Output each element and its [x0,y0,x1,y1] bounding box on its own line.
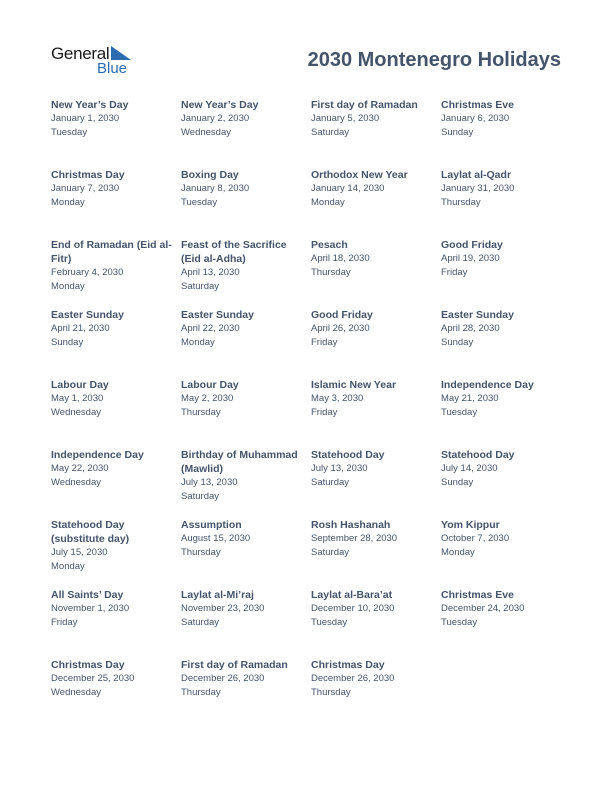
holiday-date: April 19, 2030 [441,253,500,264]
holiday-row [51,308,571,378]
holiday-name: Rosh Hashanah [311,519,391,531]
holiday-name: Statehood Day [441,449,515,461]
holiday-date: January 5, 2030 [311,113,380,124]
holiday-date: May 22, 2030 [51,463,109,474]
holiday-entry [181,98,305,140]
holiday-name: Easter Sunday [441,309,514,321]
holiday-weekday: Monday [51,281,85,292]
holiday-row [51,518,571,588]
holiday-entry [441,308,565,350]
holiday-name: New Year’s Day [51,99,129,111]
holiday-row [51,238,571,308]
holiday-weekday: Sunday [441,337,474,348]
holiday-weekday: Friday [441,267,468,278]
holiday-name: Easter Sunday [51,309,124,321]
holiday-date: November 1, 2030 [51,603,130,614]
holiday-name: New Year’s Day [181,99,259,111]
holiday-entry [181,378,305,420]
holiday-entry [311,308,435,350]
holiday-weekday: Wednesday [51,687,101,698]
holiday-entry [441,378,565,420]
holiday-entry [51,378,175,420]
holiday-date: May 2, 2030 [181,393,234,404]
holiday-entry [441,518,565,560]
holiday-date: February 4, 2030 [51,267,124,278]
holiday-entry [51,168,175,210]
holiday-date: April 13, 2030 [181,267,240,278]
logo-word-blue: Blue [97,60,128,77]
holiday-weekday: Tuesday [51,127,88,138]
holiday-entry [441,448,565,490]
holiday-date: December 26, 2030 [311,673,395,684]
holiday-entry [181,658,305,700]
holiday-date: April 22, 2030 [181,323,240,334]
holiday-entry [51,238,175,294]
holiday-entry [311,168,435,210]
holiday-entry [181,588,305,630]
holiday-date: September 28, 2030 [311,533,398,544]
logo-word-general: General [51,44,110,63]
holiday-weekday: Wednesday [51,477,101,488]
holiday-weekday: Friday [51,617,78,628]
holiday-row [51,658,571,728]
holiday-name: Christmas Day [311,659,385,671]
holiday-name: Laylat al-Bara’at [311,589,393,601]
holiday-date: December 26, 2030 [181,673,265,684]
holiday-entry [311,238,435,280]
holiday-name: Boxing Day [181,169,239,181]
holiday-weekday: Monday [311,197,345,208]
holiday-name: First day of Ramadan [311,99,418,111]
holiday-weekday: Saturday [181,281,220,292]
holiday-name: Laylat al-Mi’raj [181,589,254,601]
holiday-entry [51,98,175,140]
holiday-entry [311,98,435,140]
holiday-date: November 23, 2030 [181,603,265,614]
holiday-name: Christmas Eve [441,99,514,111]
holiday-weekday: Monday [441,547,475,558]
holiday-weekday: Sunday [441,477,474,488]
holiday-entry [181,168,305,210]
holiday-entry [441,588,565,630]
holiday-row [51,448,571,518]
holiday-entry [311,518,435,560]
holiday-entry [181,308,305,350]
holiday-weekday: Saturday [311,127,350,138]
holiday-weekday: Saturday [181,617,220,628]
holiday-entry [181,518,305,560]
holiday-name: Statehood Day (substitute day) [51,519,130,545]
holiday-date: January 14, 2030 [311,183,385,194]
holiday-weekday: Thursday [441,197,481,208]
holiday-weekday: Tuesday [311,617,348,628]
holiday-date: April 21, 2030 [51,323,110,334]
holiday-weekday: Thursday [311,267,351,278]
holiday-weekday: Friday [311,337,338,348]
holiday-weekday: Tuesday [181,197,218,208]
holiday-name: End of Ramadan (Eid al-Fitr) [51,239,172,265]
holiday-weekday: Sunday [51,337,84,348]
holiday-name: Feast of the Sacrifice (Eid al-Adha) [181,239,287,265]
holiday-name: Christmas Eve [441,589,514,601]
holiday-date: October 7, 2030 [441,533,510,544]
holiday-weekday: Thursday [181,547,221,558]
holiday-name: All Saints’ Day [51,589,124,601]
holiday-date: December 10, 2030 [311,603,395,614]
holiday-weekday: Saturday [311,477,350,488]
holiday-entry [441,168,565,210]
holiday-name: Islamic New Year [311,379,397,391]
holiday-name: Statehood Day [311,449,385,461]
holiday-weekday: Wednesday [51,407,101,418]
holiday-date: May 3, 2030 [311,393,364,404]
holiday-date: January 7, 2030 [51,183,120,194]
holiday-name: Orthodox New Year [311,169,408,181]
holiday-row [51,98,571,168]
holiday-entry [51,308,175,350]
holiday-entry [311,658,435,700]
holiday-date: January 8, 2030 [181,183,250,194]
holiday-entry [51,448,175,490]
holiday-weekday: Saturday [311,547,350,558]
page-title: 2030 Montenegro Holidays [307,49,561,71]
holiday-name: Good Friday [441,239,503,251]
holiday-entry [441,98,565,140]
holiday-date: May 1, 2030 [51,393,104,404]
holiday-name: First day of Ramadan [181,659,288,671]
holiday-weekday: Thursday [181,687,221,698]
holiday-name: Easter Sunday [181,309,254,321]
holiday-name: Assumption [181,519,242,531]
holiday-date: December 25, 2030 [51,673,135,684]
holiday-date: April 26, 2030 [311,323,370,334]
holiday-row [51,588,571,658]
holiday-name: Christmas Day [51,659,125,671]
holiday-weekday: Monday [51,561,85,572]
holiday-date: July 14, 2030 [441,463,498,474]
holiday-date: July 13, 2030 [311,463,368,474]
holiday-entry [51,658,175,700]
holiday-weekday: Tuesday [441,617,478,628]
holiday-grid [51,98,571,728]
holiday-date: January 31, 2030 [441,183,515,194]
holiday-entry [51,518,175,574]
holiday-weekday: Thursday [181,407,221,418]
holiday-name: Laylat al-Qadr [441,169,512,181]
holiday-name: Independence Day [51,449,144,461]
holiday-weekday: Saturday [181,491,220,502]
holiday-entry [441,238,565,280]
holiday-name: Independence Day [441,379,534,391]
holiday-name: Yom Kippur [441,519,500,531]
holiday-entry [51,588,175,630]
holiday-entry [181,238,305,294]
holiday-entry [311,588,435,630]
holiday-date: August 15, 2030 [181,533,251,544]
holiday-date: July 13, 2030 [181,477,238,488]
generalblue-logo [51,44,141,78]
holiday-weekday: Monday [181,337,215,348]
holiday-date: December 24, 2030 [441,603,525,614]
holiday-row [51,168,571,238]
holiday-weekday: Wednesday [181,127,231,138]
holiday-weekday: Friday [311,407,338,418]
holiday-date: January 1, 2030 [51,113,120,124]
holiday-weekday: Monday [51,197,85,208]
holiday-name: Good Friday [311,309,373,321]
holiday-date: April 18, 2030 [311,253,370,264]
holiday-name: Labour Day [51,379,109,391]
holiday-entry [181,448,305,504]
holiday-weekday: Thursday [311,687,351,698]
holiday-name: Christmas Day [51,169,125,181]
holiday-entry [311,448,435,490]
holiday-date: April 28, 2030 [441,323,500,334]
holiday-name: Pesach [311,239,348,251]
holiday-name: Birthday of Muhammad (Mawlid) [181,449,298,475]
holiday-row [51,378,571,448]
holiday-date: July 15, 2030 [51,547,108,558]
holiday-date: January 6, 2030 [441,113,510,124]
holiday-date: January 2, 2030 [181,113,250,124]
holiday-entry [311,378,435,420]
holiday-weekday: Tuesday [441,407,478,418]
holiday-weekday: Sunday [441,127,474,138]
holiday-date: May 21, 2030 [441,393,499,404]
holiday-name: Labour Day [181,379,239,391]
